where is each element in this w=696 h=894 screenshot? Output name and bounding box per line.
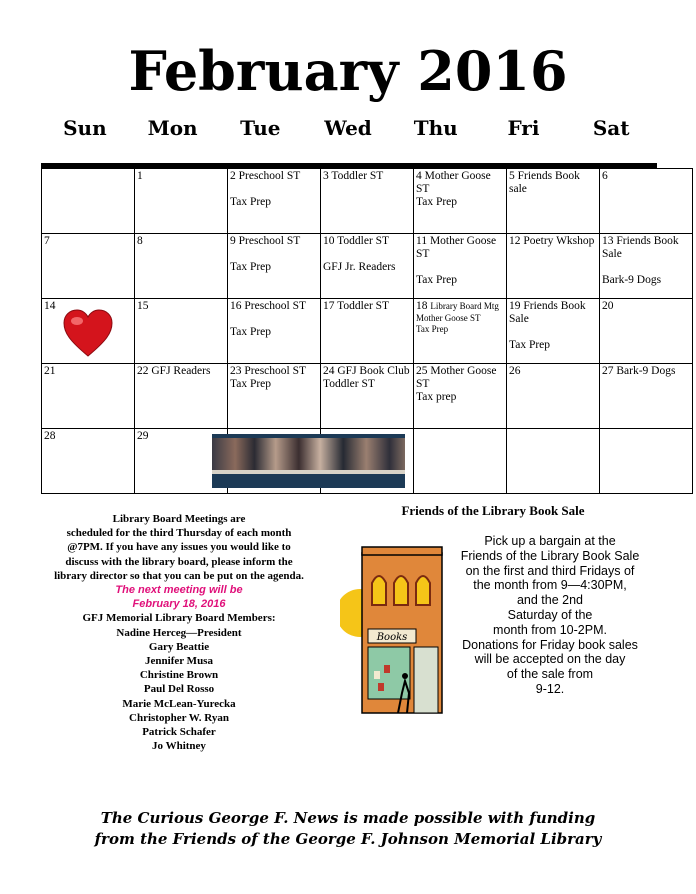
calendar-day-cell (135, 169, 228, 234)
calendar-day-cell (414, 429, 507, 494)
line-spacer (602, 261, 690, 274)
friends-text-line: on the first and third Fridays of (465, 563, 635, 578)
friends-sale-title: Friends of the Library Book Sale (401, 503, 585, 518)
calendar-week-row (42, 299, 693, 364)
next-meeting-line: February 18, 2016 (132, 598, 226, 611)
calendar-day-cell (42, 169, 135, 234)
line-spacer (509, 326, 597, 339)
calendar-day-cell (135, 299, 228, 364)
line-spacer (230, 183, 318, 196)
calendar-event-text: 6 (602, 170, 608, 182)
board-member-name: Jo Whitney (152, 740, 206, 753)
calendar-event-text: 15 (137, 300, 149, 312)
footer-line: The Curious George F. News is made possible with funding (100, 809, 596, 827)
board-member-name: Jennifer Musa (145, 655, 213, 668)
calendar-day-cell (321, 169, 414, 234)
calendar-event-text: Tax prep (416, 391, 457, 403)
calendar-day-cell (135, 234, 228, 299)
calendar-event-text: 9 Preschool ST (230, 235, 301, 247)
calendar-day-cell (600, 234, 693, 299)
calendar-event-text: Tax Prep (416, 196, 458, 208)
calendar-day-cell (414, 169, 507, 234)
calendar-event-text: 8 (137, 235, 143, 247)
friends-text-line: Pick up a bargain at the (484, 534, 616, 548)
friends-text-line: will be accepted on the day (474, 652, 626, 667)
calendar-day-cell (228, 169, 321, 234)
board-intro (36, 512, 322, 583)
next-meeting-line: The next meeting will be (115, 584, 243, 597)
board-intro-line: library director so that you can be put on the agenda. (54, 569, 304, 582)
weekday-sat: Sat (592, 116, 630, 140)
calendar-day-cell (507, 169, 600, 234)
friends-text-line: Saturday of the (507, 607, 593, 622)
calendar-event-text: Tax Prep (509, 339, 551, 351)
board-intro-line: scheduled for the third Thursday of each month (66, 527, 292, 540)
calendar-day-cell (321, 299, 414, 364)
calendar-event-text: 19 Friends Book Sale (509, 300, 586, 325)
board-member-name: Patrick Schafer (142, 726, 216, 739)
calendar-event-text: 17 Toddler ST (323, 300, 390, 312)
calendar-day-cell (228, 299, 321, 364)
calendar-event-text: 14 (44, 300, 56, 312)
calendar-day-cell (321, 364, 414, 429)
footer-credit (0, 808, 696, 850)
calendar-day-cell (507, 429, 600, 494)
calendar-day-cell (507, 234, 600, 299)
board-member-name: Nadine Herceg—President (116, 626, 242, 639)
calendar-event-text: Tax Prep (230, 378, 272, 390)
footer-line: from the Friends of the George F. Johnson Memorial Library (94, 830, 602, 848)
board-member-name: Gary Beattie (148, 640, 210, 653)
weekday-sun: Sun (63, 116, 107, 140)
calendar-event-text: 4 Mother Goose ST (416, 170, 491, 195)
calendar-event-text: 11 Mother Goose ST (416, 235, 497, 260)
calendar-event-text: Tax Prep (230, 196, 272, 208)
board-member-name: Christopher W. Ryan (129, 711, 229, 724)
calendar-day-cell (42, 234, 135, 299)
calendar-event-text: 3 Toddler ST (323, 170, 384, 182)
calendar-event-text: 21 (44, 365, 56, 377)
calendar-event-text: Tax Prep (416, 274, 458, 286)
line-spacer (416, 261, 504, 274)
calendar-event-text: 27 Bark-9 Dogs (602, 365, 676, 377)
calendar-event-text: 2 Preschool ST (230, 170, 301, 182)
calendar-event-text: Tax Prep (230, 261, 272, 273)
calendar-day-cell (600, 429, 693, 494)
calendar-day-cell (42, 429, 135, 494)
members-heading: GFJ Memorial Library Board Members: (82, 612, 276, 625)
calendar-event-text: 13 Friends Book Sale (602, 235, 679, 260)
calendar-event-text: 1 (137, 170, 143, 182)
calendar-event-text: Bark-9 Dogs (602, 274, 662, 286)
calendar-week-row (42, 364, 693, 429)
calendar-event-text: 28 (44, 430, 56, 442)
calendar-event-text: 10 Toddler ST (323, 235, 390, 247)
calendar-day-cell (42, 364, 135, 429)
calendar-event-text: 7 (44, 235, 50, 247)
calendar-day-cell (228, 364, 321, 429)
store-sign-text: Books (376, 632, 408, 643)
calendar-day-cell (600, 364, 693, 429)
calendar-event-text: 26 (509, 365, 521, 377)
friends-text-line: Donations for Friday book sales (462, 637, 638, 652)
calendar-event-text: Tax Prep (230, 326, 272, 338)
calendar-event-text: 23 Preschool ST (230, 365, 307, 377)
friends-text-line: month from 10-2PM. (493, 622, 607, 637)
vintage-photo-strip (212, 438, 405, 470)
calendar-event-small-text: Mother Goose ST (416, 313, 481, 323)
line-spacer (230, 313, 318, 326)
calendar-event-text: Toddler ST (323, 378, 375, 390)
calendar-event-text: 12 Poetry Wkshop (509, 235, 595, 247)
calendar-event-text: 25 Mother Goose ST (416, 365, 497, 390)
weekday-tue: Tue (240, 116, 281, 140)
board-intro-line: @7PM. If you have any issues you would like to (67, 541, 291, 554)
friends-text-line: Friends of the Library Book Sale (460, 548, 640, 563)
calendar-week-row (42, 169, 693, 234)
weekday-fri: Fri (507, 116, 540, 140)
calendar-event-small-text: Tax Prep (416, 324, 449, 334)
calendar-event-small-text: Library Board Mtg (430, 301, 499, 311)
board-members-list (36, 626, 322, 754)
board-intro-line: discuss with the library board, please inform the (65, 555, 293, 568)
line-spacer (323, 248, 411, 261)
calendar-day-cell (42, 299, 135, 364)
friends-text-line: and the 2nd (516, 593, 584, 608)
calendar-day-cell (414, 364, 507, 429)
calendar-day-cell (228, 234, 321, 299)
calendar-day-cell (321, 234, 414, 299)
calendar-event-text: GFJ Jr. Readers (323, 261, 396, 273)
library-board-section (36, 512, 322, 753)
board-intro-line: Library Board Meetings are (112, 513, 246, 525)
weekday-mon: Mon (147, 116, 198, 140)
calendar-day-cell (507, 299, 600, 364)
calendar-event-text: 5 Friends Book sale (509, 170, 580, 195)
next-meeting-notice (36, 583, 322, 611)
board-member-name: Christine Brown (139, 669, 219, 682)
calendar-event-text: 16 Preschool ST (230, 300, 307, 312)
calendar-event-text: 22 GFJ Readers (137, 365, 211, 377)
calendar-day-cell (135, 364, 228, 429)
friends-text-line: of the sale from (506, 667, 594, 682)
calendar-week-row (42, 234, 693, 299)
friends-text-line: the month from 9—4:30PM, (473, 578, 627, 593)
bookstore-illustration (340, 543, 445, 718)
weekday-thu: Thu (413, 116, 458, 140)
photo-caption-strip (212, 470, 405, 474)
history-photo-banner (212, 434, 405, 488)
heart-icon (62, 309, 114, 359)
calendar-day-cell (414, 234, 507, 299)
calendar-day-cell (414, 299, 507, 364)
page-title: February 2016 (128, 39, 568, 103)
calendar-event-text: 24 GFJ Book Club (323, 365, 410, 377)
line-spacer (230, 248, 318, 261)
weekday-wed: Wed (324, 116, 372, 140)
board-member-name: Paul Del Rosso (143, 683, 215, 696)
weekday-header (41, 116, 655, 140)
friends-text-line: 9-12. (535, 681, 565, 696)
calendar-day-cell (507, 364, 600, 429)
calendar-event-text: 20 (602, 300, 614, 312)
calendar-day-cell (600, 169, 693, 234)
calendar-day-cell (600, 299, 693, 364)
friends-sale-description (450, 534, 650, 697)
board-member-name: Marie McLean-Yurecka (122, 697, 236, 710)
calendar-event-text: 29 (137, 430, 149, 442)
calendar-event-text: 18 (416, 300, 428, 312)
